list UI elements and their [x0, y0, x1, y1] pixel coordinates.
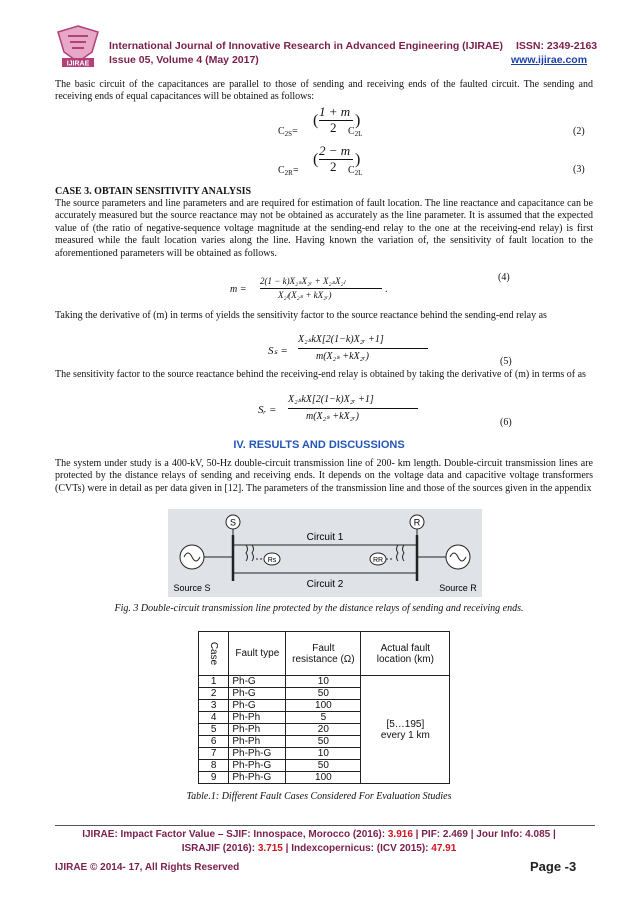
equation-3-label: (3) [573, 164, 585, 175]
cell-fault-resistance: 50 [286, 736, 361, 748]
footer-impact-line: IJIRAE: Impact Factor Value – SJIF: Innospace, Morocco (2016): 3.916 | PIF: 2.469 | Jour Info: 4.085 | [82, 829, 556, 840]
relay-r-label: RR [372, 557, 384, 564]
paragraph-system: The system under study is a 400-kV, 50-Hz double-circuit transmission line of 200- km length. Double-circuit transmission lines are protected by the distance relays of sending and receiving ends. It depends on the voltage data and capacitive voltage transformers (CVTs) were in detail as per data given in [12]. The parameters of the transmission line and those of the sources given in the appendix [55, 458, 593, 494]
paragraph-capacitance: The basic circuit of the capacitances are parallel to those of sending and receiving ends of the faulted circuit. The sending and receiving ends of equal capacitances will be obtained as follows: [55, 79, 593, 103]
paragraph-derivative-r: The sensitivity factor to the source reactance behind the receiving-end relay is obtained by taking the derivative of (m) in terms of as [55, 369, 586, 380]
cell-fault-resistance: 5 [286, 712, 361, 724]
circuit-2-label: Circuit 2 [306, 579, 344, 590]
journal-logo [52, 22, 104, 68]
header-fault-resistance: Fault resistance (Ω) [286, 632, 361, 676]
cell-fault-type: Ph-Ph [229, 724, 286, 736]
cell-fault-type: Ph-Ph [229, 712, 286, 724]
footer-copyright: IJIRAE © 2014- 17, All Rights Reserved [55, 862, 240, 873]
cell-fault-type: Ph-Ph-G [229, 760, 286, 772]
footer-index-line: ISRAJIF (2016): 3.715 | Indexcopernicus: (ICV 2015): 47.91 [181, 843, 457, 854]
equation-4-label: (4) [498, 272, 510, 283]
node-s-label: S [229, 517, 237, 528]
source-s-label: Source S [173, 583, 211, 593]
location-step: every 1 km [380, 729, 430, 741]
cell-fault-resistance: 20 [286, 724, 361, 736]
header-fault-type: Fault type [229, 632, 286, 676]
cell-case: 2 [199, 688, 229, 700]
cell-case: 7 [199, 748, 229, 760]
equation-6-label: (6) [500, 417, 512, 428]
relay-s-label: Rs [267, 557, 277, 564]
paragraph-sensitivity: The source parameters and line parameters and are required for estimation of fault location. The line reactance and capacitance can be accurately measured but the source reactance may not be obtained as accurately as the line parameter. It is assumed that the expected value of (the ratio of negative-sequence voltage magnitude at the sending-end relay to the one at the receiving-end relay) is first measured while the fault location varies along the line. Having known the variation of, the sensitivity of fault location to the aforementioned parameters will be obtained as follows. [55, 198, 593, 259]
figure-circuit-diagram [168, 509, 482, 597]
cell-case: 8 [199, 760, 229, 772]
header-location: Actual fault location (km) [361, 632, 450, 676]
cell-case: 1 [199, 676, 229, 688]
cell-location [361, 676, 450, 784]
equation-2-label: (2) [573, 126, 585, 137]
journal-issn: ISSN: 2349-2163 [516, 40, 598, 52]
table-caption: Table.1: Different Fault Cases Considered For Evaluation Studies [186, 791, 452, 802]
cell-fault-type: Ph-Ph-G [229, 772, 286, 784]
equation-5-label: (5) [500, 356, 512, 367]
equation-3: $C_{2R}=$ ( 2 − m 2 ) $C_{2L}$ [278, 143, 363, 177]
cell-fault-resistance: 100 [286, 700, 361, 712]
cell-fault-resistance: 50 [286, 688, 361, 700]
equation-2: $C_{2S}=$ ( 1 + m 2 ) $C_{2L}$ [278, 104, 363, 138]
journal-issue: Issue 05, Volume 4 (May 2017) [109, 54, 259, 66]
cell-case: 3 [199, 700, 229, 712]
logo-text: IJIRAE [66, 60, 90, 68]
paragraph-derivative-s: Taking the derivative of (m) in terms of yields the sensitivity factor to the source reactance behind the sending-end relay as [55, 310, 547, 321]
cell-fault-type: Ph-G [229, 676, 286, 688]
cell-fault-resistance: 10 [286, 676, 361, 688]
cell-fault-type: Ph-Ph [229, 736, 286, 748]
equation-6: Sᵣ = X₂ₛkX[2(1−k)X₂ᵣ +1] m(X₂ₛ +kX₂ᵣ) [258, 394, 458, 428]
equation-4: m = 2(1 − k)X₂ₛX₂ᵣ + X₂ₛX₂ₗ X₂ₗ(X₂ₛ + kX₂ᵣ) . [230, 276, 388, 300]
cell-fault-resistance: 10 [286, 748, 361, 760]
journal-title: International Journal of Innovative Research in Advanced Engineering (IJIRAE) [109, 40, 504, 52]
case3-heading: CASE 3. OBTAIN SENSITIVITY ANALYSIS [55, 186, 252, 197]
circuit-1-label: Circuit 1 [306, 532, 344, 543]
figure-caption: Fig. 3 Double-circuit transmission line protected by the distance relays of sending and receiving ends. [114, 603, 524, 614]
cell-fault-type: Ph-Ph-G [229, 748, 286, 760]
cell-fault-type: Ph-G [229, 688, 286, 700]
table-row [199, 676, 450, 688]
location-range: [5…195] [386, 718, 425, 730]
node-r-label: R [413, 517, 421, 528]
source-r-label: Source R [439, 583, 477, 593]
cell-case: 5 [199, 724, 229, 736]
cell-fault-type: Ph-G [229, 700, 286, 712]
fault-cases-table [198, 631, 450, 784]
header-case: Case [199, 632, 229, 676]
section-heading-results: IV. RESULTS AND DISCUSSIONS [233, 439, 405, 451]
cell-case: 9 [199, 772, 229, 784]
journal-url-link[interactable]: www.ijirae.com [511, 54, 588, 66]
cell-fault-resistance: 100 [286, 772, 361, 784]
cell-fault-resistance: 50 [286, 760, 361, 772]
cell-case: 4 [199, 712, 229, 724]
footer-divider [55, 825, 595, 826]
page-number: Page -3 [530, 859, 577, 874]
equation-5: Sₛ = X₂ₛkX[2(1−k)X₂ᵣ +1] m(X₂ₛ +kX₂ᵣ) [268, 334, 468, 368]
cell-case: 6 [199, 736, 229, 748]
